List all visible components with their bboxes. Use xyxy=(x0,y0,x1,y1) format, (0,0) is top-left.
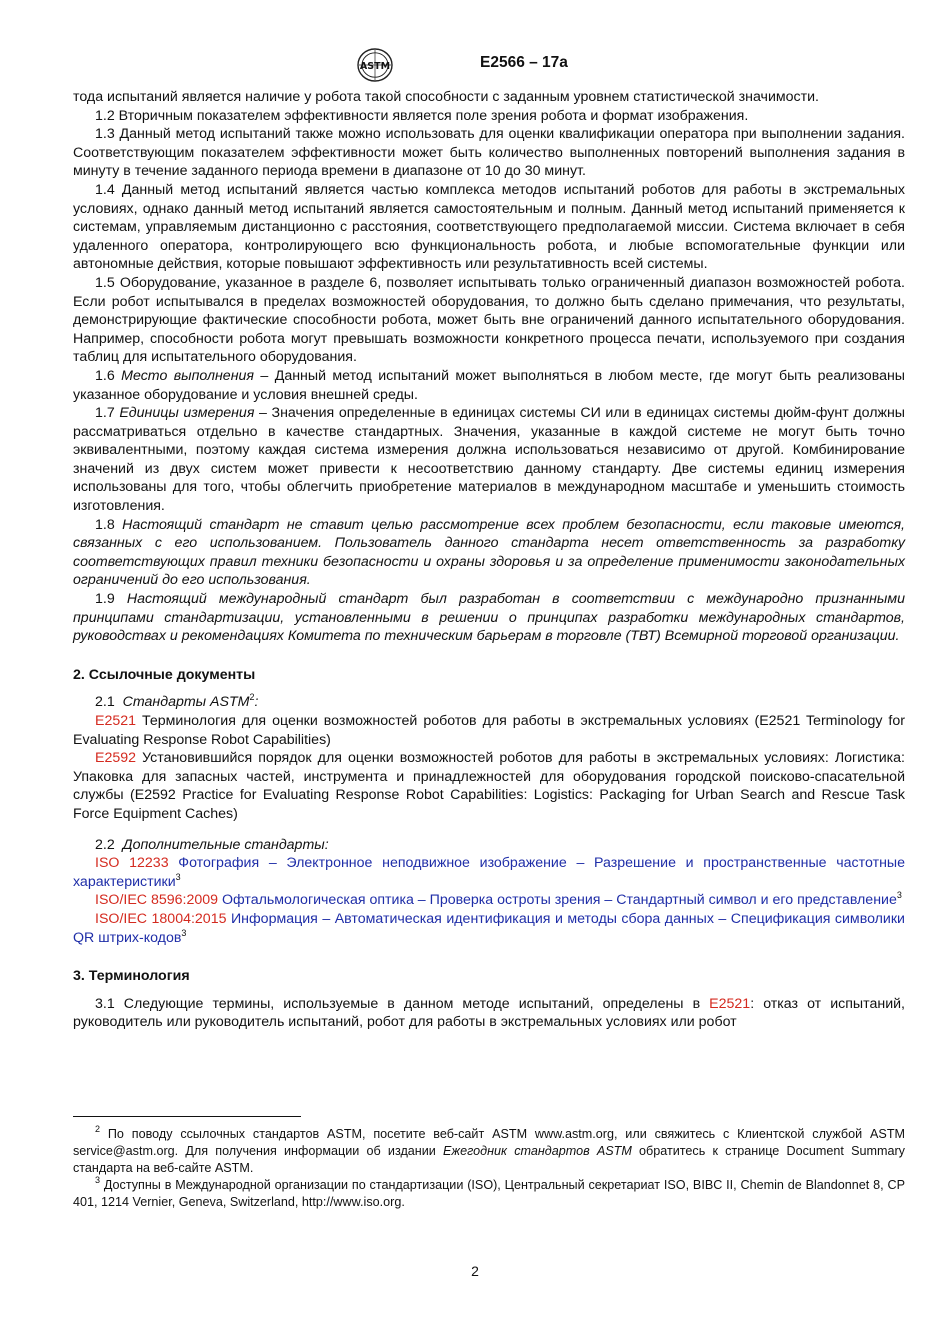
subsection-colon: : xyxy=(254,694,259,711)
clause-text: Настоящий международный стандарт был разработан в соответствии с международно признанными принципами стандартизации, установленными в решении о принципах разработки международных стандартов, руководствах и рекомендациях Комитета по техническим барьерам в торговле (ТВТ) Всемирной торговой организации. xyxy=(73,591,905,645)
footnote-number: 2 xyxy=(95,1124,101,1134)
footnote-italic: Ежегодник стандартов ASTM xyxy=(443,1144,632,1158)
clause-text: – Данный метод испытаний может выполняться в любом месте, где могут быть реализованы указанное оборудование и условия внешней среды. xyxy=(73,367,905,403)
reference-link-iso-12233[interactable]: ISO 12233 xyxy=(95,855,169,872)
paragraph-1-9 xyxy=(73,590,905,646)
paragraph-1-6 xyxy=(73,367,905,404)
paragraph-1-7 xyxy=(73,404,905,516)
reference-text[interactable]: Информация – Автоматическая идентификация и методы сбора данных – Спецификация символики QR штрих-кодов xyxy=(73,910,905,946)
footnote-3 xyxy=(73,1177,905,1211)
subsection-2-2 xyxy=(73,836,905,855)
footnote-text: обратитесь к странице Document Summary стандарта на веб-сайте ASTM. xyxy=(73,1144,905,1175)
section-3-heading: 3. Терминология xyxy=(73,968,190,985)
reference-iso-12233 xyxy=(73,854,905,891)
astm-logo-icon xyxy=(355,48,395,82)
clause-text: – Значения определенные в единицах системы СИ или в единицах системы дюйм-фунт должны рассматриваться отдельно в качестве стандартных. Значения, указанные в каждой системе не могут быть точно эквивалентными, поэтому каждая система измерения должна использоваться независимо от другой. Комбинирование значений из двух систем может привести к несоответствию данному стандарту. Две системы единиц измерения использованы для того, чтобы облегчить приобретение материалов в международном масштабе и уменьшить стоимость изготовления. xyxy=(73,405,905,515)
reference-text[interactable]: Фотография – Электронное неподвижное изображение – Разрешение и пространственные частотные характеристики xyxy=(73,855,905,890)
reference-text: Установившийся порядок для оценки возможностей роботов для работы в экстремальных условиях: Логистика: Упаковка для запасных частей, инструмента и принадлежностей для оборудования городской поисково-спасательной службы (E2592 Practice for Evaluating Response Robot Capabilities: Logistics: Packaging for Urban Search and Rescue Task Force Equipment Caches) xyxy=(73,750,905,822)
clause-term: Единицы измерения xyxy=(119,405,255,422)
paragraph-continuation: тода испытаний является наличие у робота такой способности с заданным уровнем статистической значимости. xyxy=(73,89,819,105)
page-number: 2 xyxy=(471,1263,479,1279)
footnote-ref[interactable]: 2 xyxy=(249,692,255,703)
clause-number: 1.9 xyxy=(95,591,115,608)
subsection-title: Стандарты ASTM xyxy=(122,694,250,711)
paragraph-1-2: 1.2 Вторичным показателем эффективности является поле зрения робота и формат изображения. xyxy=(95,107,749,124)
clause-number: 1.8 xyxy=(95,516,115,533)
subsection-2-1 xyxy=(73,693,905,712)
clause-text: 3.1 Следующие термины, используемые в данном методе испытаний, определены в xyxy=(95,995,710,1012)
reference-text: Терминология для оценки возможностей роботов для работы в экстремальных условиях (E2521 Terminology for Evaluating Response Robot Capabilities) xyxy=(73,713,905,748)
reference-iso-8596 xyxy=(73,891,905,910)
footnote-ref[interactable]: 3 xyxy=(175,871,181,882)
reference-text[interactable]: Офтальмологическая оптика – Проверка остроты зрения – Стандартный символ и его представление xyxy=(218,892,897,909)
reference-link-iso-8596[interactable]: ISO/IEC 8596:2009 xyxy=(95,892,219,909)
footnote-text: Доступны в Международной организации по стандартизации (ISO), Центральный секретариат ISO, BIBC II, Chemin de Blandonnet 8, CP 401, 1214 Vernier, Geneva, Switzerland, http://www.iso.org. xyxy=(73,1178,905,1209)
footnote-ref[interactable]: 3 xyxy=(181,927,187,938)
document-number: E2566 – 17a xyxy=(480,54,568,71)
paragraph-1-3: 1.3 Данный метод испытаний также можно использовать для оценки квалификации оператора при выполнении задания. Соответствующим показателем эффективности может быть количество выполненных повторений выполнения задания в минуту в течение заданного периода времени в диапазоне от 10 до 30 минут. xyxy=(73,126,905,180)
clause-number: 1.7 xyxy=(95,405,115,422)
footnotes xyxy=(73,1126,905,1211)
footnote-divider xyxy=(73,1116,301,1117)
document-body xyxy=(73,88,905,1032)
reference-link-e2521[interactable]: E2521 xyxy=(95,713,137,729)
reference-link-e2592[interactable]: E2592 xyxy=(95,750,137,767)
clause-text: Настоящий стандарт не ставит целью рассмотрение всех проблем безопасности, если таковые имеются, связанных с его использованием. Пользователь данного стандарта несет ответственность за разработку соответствующих правил техники безопасности и охраны здоровья и за определение применимости законодательных ограничений до его использования. xyxy=(73,516,905,589)
clause-number: 2.2 xyxy=(95,836,115,853)
paragraph-1-8 xyxy=(73,516,905,590)
reference-link-e2521[interactable]: E2521 xyxy=(709,995,751,1012)
clause-text: : отказ от испытаний, руководитель или руководитель испытаний, робот для работы в экстремальных условиях или робот xyxy=(73,995,905,1031)
reference-e2521 xyxy=(73,712,905,749)
paragraph-1-5: 1.5 Оборудование, указанное в разделе 6, позволяет испытывать только ограниченный диапазон возможностей робота. Если робот испытывался в пределах возможностей оборудования, то должно быть сделано примечания, что результаты, демонстрирующие фактические способности робота, может быть вне ограничений данного испытательного оборудования. Например, способности робота могут превышать возможности конкретного процесса печати, используемого при создания таблиц для испытательного оборудования. xyxy=(73,274,905,366)
svg-text:ASTM: ASTM xyxy=(359,61,391,72)
clause-number: 1.6 xyxy=(95,367,115,384)
section-2-heading: 2. Ссылочные документы xyxy=(73,666,256,683)
astm-logo xyxy=(355,48,395,82)
paragraph-1-4: 1.4 Данный метод испытаний является частью комплекса методов испытаний роботов для работы в экстремальных условиях, однако данный метод испытаний является самостоятельным и полным. Данный метод испытаний применяется к системам, управляемым дистанционно с расстояния, соответствующего предполагаемой миссии. Система включает в себя удаленного оператора, контролирующего всю функциональность робота, и любые вспомогательные функции или автономные действия, которые повышают эффективность или результативность всей системы. xyxy=(73,181,905,273)
subsection-title: Дополнительные стандарты: xyxy=(122,836,329,853)
footnote-ref[interactable]: 3 xyxy=(896,890,902,901)
page-header xyxy=(0,48,950,82)
footnote-number: 3 xyxy=(95,1175,101,1185)
reference-iso-18004 xyxy=(73,910,905,947)
reference-link-iso-18004[interactable]: ISO/IEC 18004:2015 xyxy=(95,910,227,927)
clause-term: Место выполнения xyxy=(121,367,254,384)
paragraph-3-1 xyxy=(73,995,905,1032)
reference-e2592 xyxy=(73,749,905,823)
footnote-text: По поводу ссылочных стандартов ASTM, посетите веб-сайт ASTM www.astm.org, или свяжитесь с Клиентской службой ASTM service@astm.org. Для получения информации об издании xyxy=(73,1127,905,1158)
clause-number: 2.1 xyxy=(95,694,115,711)
footnote-2 xyxy=(73,1126,905,1177)
